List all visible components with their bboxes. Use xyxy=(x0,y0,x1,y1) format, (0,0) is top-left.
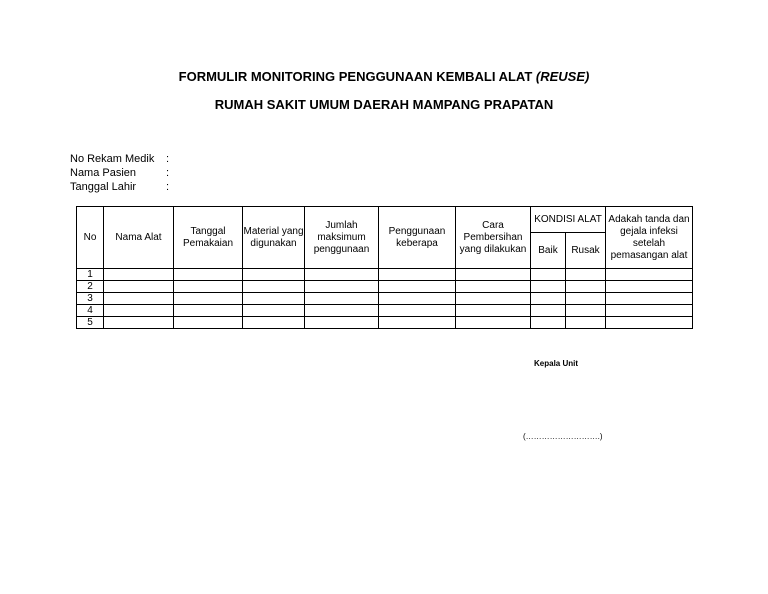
field-colon: : xyxy=(166,181,170,193)
header-gejala-infeksi: Adakah tanda dan gejala infeksi setelah pemasangan alat xyxy=(606,207,693,269)
field-colon: : xyxy=(166,153,170,165)
row-number: 5 xyxy=(77,317,104,329)
form-title-emphasis: (REUSE) xyxy=(535,69,590,84)
row-number: 3 xyxy=(77,293,104,305)
cell-penggunaan xyxy=(379,281,456,293)
cell-rusak xyxy=(566,317,606,329)
cell-cara xyxy=(456,281,531,293)
row-number: 1 xyxy=(77,269,104,281)
header-cara-pembersihan: Cara Pembersihan yang dilakukan xyxy=(456,207,531,269)
cell-penggunaan xyxy=(379,305,456,317)
header-kondisi-alat: KONDISI ALAT xyxy=(531,207,606,233)
cell-gejala xyxy=(606,281,693,293)
table-row xyxy=(77,293,693,305)
cell-tanggal xyxy=(174,269,243,281)
cell-nama-alat xyxy=(104,317,174,329)
field-label: Nama Pasien xyxy=(70,167,137,179)
table-row xyxy=(77,281,693,293)
cell-jumlah xyxy=(305,293,379,305)
cell-baik xyxy=(531,317,566,329)
cell-cara xyxy=(456,269,531,281)
cell-cara xyxy=(456,305,531,317)
cell-rusak xyxy=(566,293,606,305)
cell-material xyxy=(243,293,305,305)
signature-line: (……………………….) xyxy=(523,432,603,441)
patient-fields xyxy=(70,152,174,194)
cell-penggunaan xyxy=(379,293,456,305)
cell-material xyxy=(243,305,305,317)
cell-material xyxy=(243,317,305,329)
cell-gejala xyxy=(606,305,693,317)
cell-penggunaan xyxy=(379,317,456,329)
table-row xyxy=(77,269,693,281)
cell-tanggal xyxy=(174,317,243,329)
cell-baik xyxy=(531,269,566,281)
cell-cara xyxy=(456,317,531,329)
header-no: No xyxy=(77,207,104,269)
cell-tanggal xyxy=(174,281,243,293)
cell-baik xyxy=(531,281,566,293)
cell-jumlah xyxy=(305,305,379,317)
cell-jumlah xyxy=(305,281,379,293)
field-rekam-medik xyxy=(70,152,174,166)
cell-cara xyxy=(456,293,531,305)
field-nama-pasien xyxy=(70,166,174,180)
signature-title: Kepala Unit xyxy=(534,359,579,368)
row-number: 2 xyxy=(77,281,104,293)
header-material: Material yang digunakan xyxy=(243,207,305,269)
row-number: 4 xyxy=(77,305,104,317)
cell-baik xyxy=(531,293,566,305)
cell-jumlah xyxy=(305,269,379,281)
field-label: Tanggal Lahir xyxy=(70,181,137,193)
cell-rusak xyxy=(566,305,606,317)
cell-baik xyxy=(531,305,566,317)
header-tanggal-pemakaian: Tanggal Pemakaian xyxy=(174,207,243,269)
hospital-name: RUMAH SAKIT UMUM DAERAH MAMPANG PRAPATAN xyxy=(214,97,554,112)
cell-gejala xyxy=(606,293,693,305)
header-baik: Baik xyxy=(531,233,566,269)
cell-material xyxy=(243,269,305,281)
field-tanggal-lahir xyxy=(70,180,174,194)
form-title-text: FORMULIR MONITORING PENGGUNAAN KEMBALI ALAT xyxy=(178,69,536,84)
header-nama-alat: Nama Alat xyxy=(104,207,174,269)
table-row xyxy=(77,305,693,317)
cell-nama-alat xyxy=(104,269,174,281)
cell-nama-alat xyxy=(104,305,174,317)
cell-tanggal xyxy=(174,293,243,305)
cell-rusak xyxy=(566,269,606,281)
table-row xyxy=(77,317,693,329)
cell-jumlah xyxy=(305,317,379,329)
header-rusak: Rusak xyxy=(566,233,606,269)
cell-nama-alat xyxy=(104,281,174,293)
cell-tanggal xyxy=(174,305,243,317)
header-penggunaan-keberapa: Penggunaan keberapa xyxy=(379,207,456,269)
cell-gejala xyxy=(606,269,693,281)
form-title xyxy=(0,69,768,84)
cell-gejala xyxy=(606,317,693,329)
header-jumlah-maksimum: Jumlah maksimum penggunaan xyxy=(305,207,379,269)
field-colon: : xyxy=(166,167,170,179)
cell-material xyxy=(243,281,305,293)
field-label: No Rekam Medik xyxy=(70,153,155,165)
monitoring-table xyxy=(76,206,693,329)
cell-nama-alat xyxy=(104,293,174,305)
cell-penggunaan xyxy=(379,269,456,281)
cell-rusak xyxy=(566,281,606,293)
